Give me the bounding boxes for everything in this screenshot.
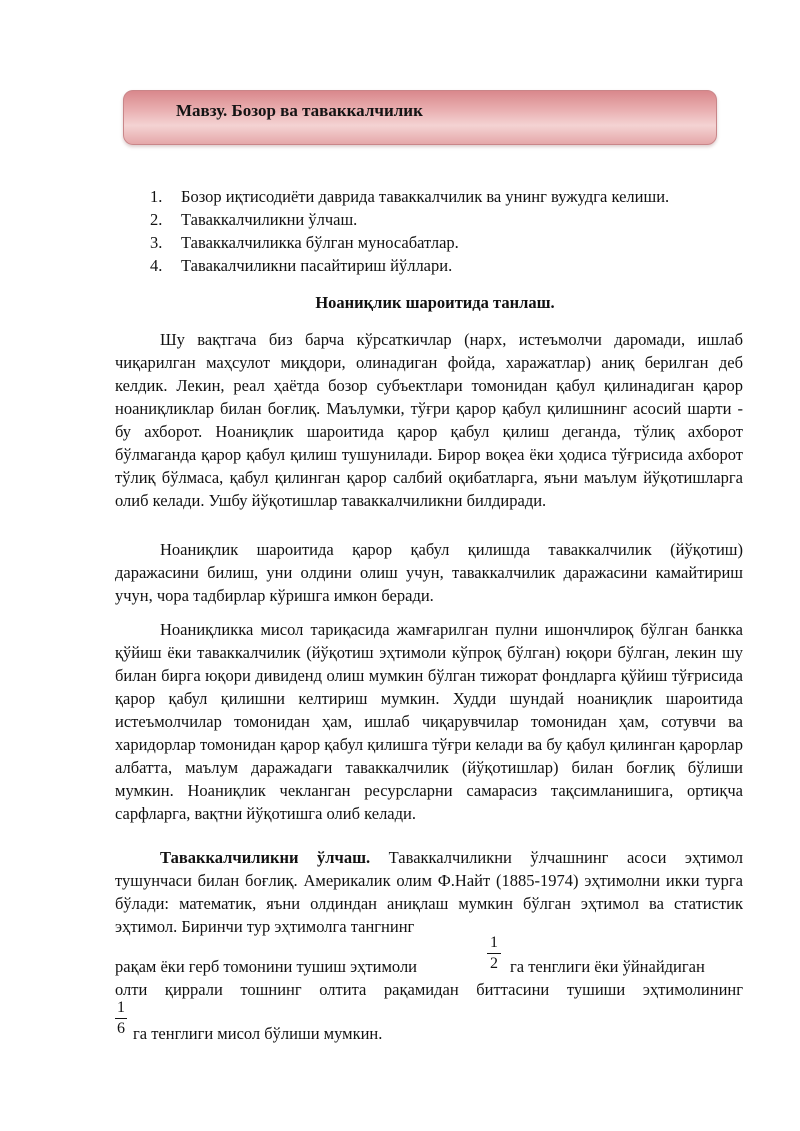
coin-probability-text: рақам ёки герб томонини тушиш эҳтимоли — [115, 957, 418, 976]
fraction-one-sixth — [115, 999, 127, 1038]
topic-banner — [123, 90, 717, 145]
plan-list — [150, 185, 760, 277]
plan-item — [150, 254, 760, 277]
plan-item-text: Тавакалчиликни пасайтириш йўллари. — [181, 256, 453, 275]
fraction-bar — [487, 953, 501, 954]
plan-item-text: Бозор иқтисодиёти даврида таваккалчилик ва унинг вужудга келиши. — [181, 187, 670, 206]
plan-item-number: 4. — [150, 256, 163, 275]
fraction-one-half — [487, 934, 501, 973]
paragraph-uncertainty: Шу вақтгача биз барча кўрсаткичлар (нарх, истеъмолчи даромади, ишлаб чиқарилган маҳсулот миқдори, олинадиган фойда, харажатлар) аниқ берилган деб келдик. Лекин, реал ҳаётда бозор субъектлари томонидан қабул қилинадиган қарор ноаниқликлар билан боғлиқ. Маълумки, тўғри қарор қабул қилишнинг асосий шарти - бу ахборот. Ноаниқлик шароитида қарор қабул қилиш деганда, тўлиқ ахборот бўлмаганда қарор қабул қилиш тушунилади. Бирор воқеа ёки ҳодиса тўғрисида ахборот тўлиқ бўлмаса, қабул қилинган қарор салбий оқибатларга, яъни маълум йўқотишларга олиб келади. Ушбу йўқотишлар таваккалчиликни билдиради. — [115, 330, 743, 510]
paragraph-measuring-risk — [115, 846, 743, 938]
plan-item — [150, 231, 760, 254]
plan-item-number: 1. — [150, 187, 163, 206]
fraction-denominator: 2 — [490, 955, 498, 972]
coin-probability-tail: га тенглиги ёки ўйнайдиган — [510, 957, 705, 976]
fraction-denominator: 6 — [117, 1020, 125, 1037]
paragraph-risk-level: Ноаниқлик шароитида қарор қабул қилишда таваккалчилик (йўқотиш) даражасини билиш, уни олдини олиш учун, таваккалчилик даражасини камайтириш учун, чора тадбирлар кўришга имкон беради. — [115, 540, 743, 605]
paragraph-lead-bold: Таваккалчиликни ўлчаш. — [160, 848, 371, 867]
plan-item-text: Таваккалчиликни ўлчаш. — [181, 210, 358, 229]
plan-item-text: Таваккалчиликка бўлган муносабатлар. — [181, 233, 459, 252]
plan-item — [150, 185, 760, 208]
text-line-example-end: га тенглиги мисол бўлиши мумкин. — [133, 1024, 383, 1043]
text-line-coin — [115, 955, 743, 978]
paragraph-measuring-text: Таваккалчиликни ўлчашнинг асоси эҳтимол тушунчаси билан боғлиқ. Америкалик олим Ф.Найт (1885-1974) эҳтимолни икки турга бўлади: математик, яъни олдиндан аниқлаш мумкин бўлган эҳтимол ва статистик эҳтимол. Биринчи тур эҳтимолга тангнинг — [115, 848, 743, 936]
fraction-bar — [115, 1018, 127, 1019]
plan-item — [150, 208, 760, 231]
topic-title: Мавзу. Бозор ва таваккалчилик — [176, 101, 423, 120]
plan-item-number: 3. — [150, 233, 163, 252]
paragraph-example: Ноаниқликка мисол тариқасида жамғарилган пулни ишончлироқ бўлган банкка қўйиш ёки таваккалчилик (йўқотиш эҳтимоли кўпроқ бўлган) юқори бўлган, лекин шу билан бирга юқори дивиденд олиш мумкин бўлган тижорат фондларга қўйиш тўғрисида қарор қабул қилишни келтириш мумкин. Худди шундай ноаниқлик шароитида истеъмолчилар томонидан ҳам, ишлаб чиқарувчилар томонидан ҳам, сотувчи ва харидорлар томонидан қарор қабул қилишга тўғри келади ва бу қабул қилинган қарорлар албатта, маълум даражадаги таваккалчилик (йўқотишлар) билан боғлиқ бўлиши мумкин. Ноаниқлик чекланган ресурсларни самарасиз тақсимланишига, ортиқча сарфларга, вақтни йўқотишга олиб келади. — [115, 620, 743, 823]
fraction-numerator: 1 — [117, 999, 125, 1016]
plan-item-number: 2. — [150, 210, 163, 229]
fraction-numerator: 1 — [490, 934, 498, 951]
section-heading: Ноаниқлик шароитида танлаш. — [315, 293, 555, 312]
text-line-die: олти қиррали тошнинг олтита рақамидан биттасини тушиши эҳтимолининг — [115, 980, 743, 999]
